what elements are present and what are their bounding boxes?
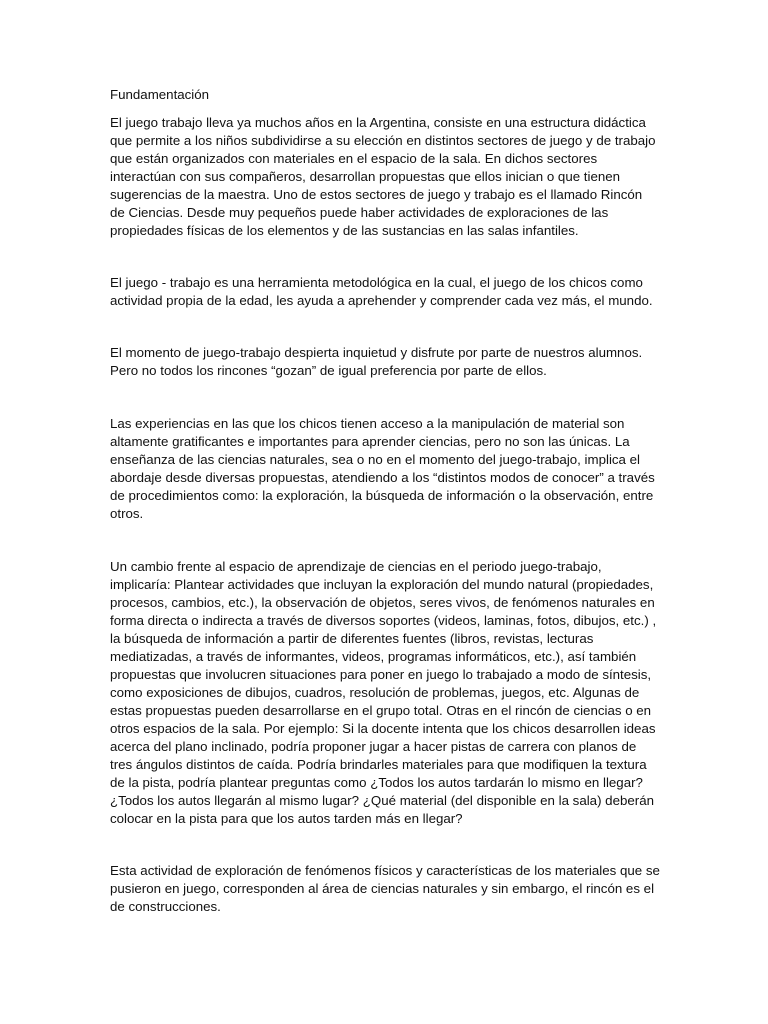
document-heading: Fundamentación [110, 87, 210, 102]
paragraph-5: Un cambio frente al espacio de aprendizaje de ciencias en el periodo juego-trabajo, implicaría: Plantear actividades que incluyan la exploración del mundo natural (propiedades, procesos, cambios, etc.), la observación de objetos, seres vivos, de fenómenos naturales en forma directa o indirecta a través de diversos soportes (videos, laminas, fotos, dibujos, etc.) , la búsqueda de información a partir de diferentes fuentes (libros, revistas, lecturas mediatizadas, a través de informantes, videos, programas informáticos, etc.), así también propuestas que involucren situaciones para poner en juego lo trabajado a modo de síntesis, como exposiciones de dibujos, cuadros, resolución de problemas, juegos, etc. Algunas de estas propuestas pueden desarrollarse en el grupo total. Otras en el rincón de ciencias o en otros espacios de la sala. Por ejemplo: Si la docente intenta que los chicos desarrollen ideas acerca del plano inclinado, podría proponer jugar a hacer pistas de carrera con planos de tres ángulos distintos de caída. Podría brindarles materiales para que modifiquen la textura de la pista, podría plantear preguntas como ¿Todos los autos tardarán lo mismo en llegar? ¿Todos los autos llegarán al mismo lugar? ¿Qué material (del disponible en la sala) deberán colocar en la pista para que los autos tarden más en llegar? [110, 559, 657, 826]
paragraph-1: El juego trabajo lleva ya muchos años en la Argentina, consiste en una estructura didáctica que permite a los niños subdividirse a su elección en distintos sectores de juego y de trabajo que están organizados con materiales en el espacio de la sala. En dichos sectores interactúan con sus compañeros, desarrollan propuestas que ellos inician o que tienen sugerencias de la maestra. Uno de estos sectores de juego y trabajo es el llamado Rincón de Ciencias. Desde muy pequeños puede haber actividades de exploraciones de las propiedades físicas de los elementos y de las sustancias en las salas infantiles. [110, 115, 656, 238]
paragraph-3: El momento de juego-trabajo despierta inquietud y disfrute por parte de nuestros alumnos. Pero no todos los rincones “gozan” de igual preferencia por parte de ellos. [110, 345, 643, 378]
document-body [110, 86, 660, 916]
paragraph-4: Las experiencias en las que los chicos tienen acceso a la manipulación de material son altamente gratificantes e importantes para aprender ciencias, pero no son las únicas. La enseñanza de las ciencias naturales, sea o no en el momento del juego-trabajo, implica el abordaje desde diversas propuestas, atendiendo a los “distintos modos de conocer” a través de procedimientos como: la exploración, la búsqueda de información o la observación, entre otros. [110, 416, 655, 521]
paragraph-6: Esta actividad de exploración de fenómenos físicos y características de los materiales que se pusieron en juego, corresponden al área de ciencias naturales y sin embargo, el rincón es el de construcciones. [110, 863, 660, 914]
paragraph-2: El juego - trabajo es una herramienta metodológica en la cual, el juego de los chicos como actividad propia de la edad, les ayuda a aprehender y comprender cada vez más, el mundo. [110, 275, 653, 308]
